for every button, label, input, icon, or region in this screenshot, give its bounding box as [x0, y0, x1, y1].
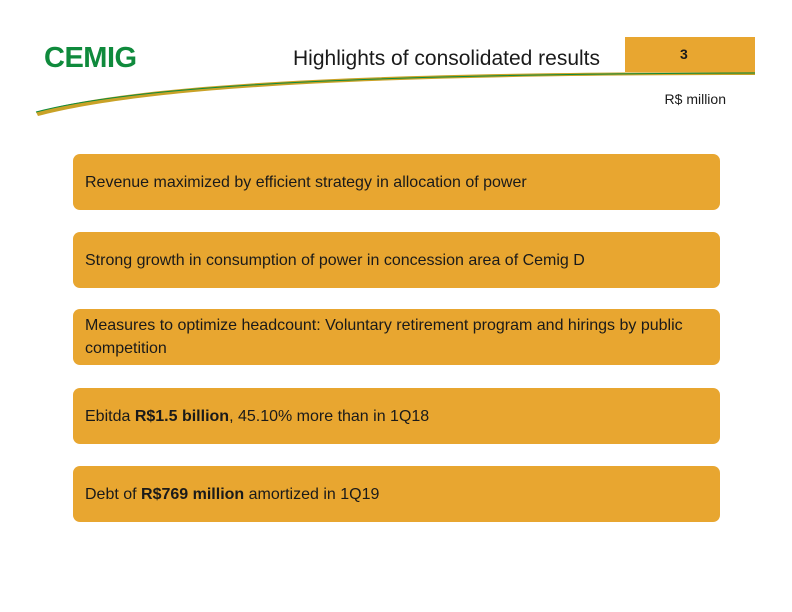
- ebitda-value: R$1.5 billion: [134, 407, 230, 425]
- highlight-text: Ebitda R$1.5 billion, 45.10% more than in 1Q18: [85, 407, 430, 425]
- page-number: 3: [680, 46, 688, 62]
- highlight-text: Strong growth in consumption of power in concession area of Cemig D: [85, 251, 585, 269]
- highlight-box-revenue: [73, 154, 720, 210]
- debt-value: R$769 million: [141, 485, 245, 503]
- highlight-box-consumption: [73, 232, 720, 288]
- highlight-box-headcount: [73, 309, 720, 365]
- page-number-badge: [625, 37, 755, 72]
- cemig-logo: CEMIG: [44, 42, 137, 74]
- highlight-box-ebitda: [73, 388, 720, 444]
- highlight-text: Measures to optimize headcount: Voluntary retirement program and hirings by public competition: [85, 317, 683, 357]
- highlight-text: Revenue maximized by efficient strategy in allocation of power: [85, 173, 527, 191]
- page-title: Highlights of consolidated results: [293, 47, 601, 70]
- highlight-box-debt: [73, 466, 720, 522]
- highlight-text: Debt of R$769 million amortized in 1Q19: [85, 485, 380, 503]
- unit-label: R$ million: [664, 91, 726, 107]
